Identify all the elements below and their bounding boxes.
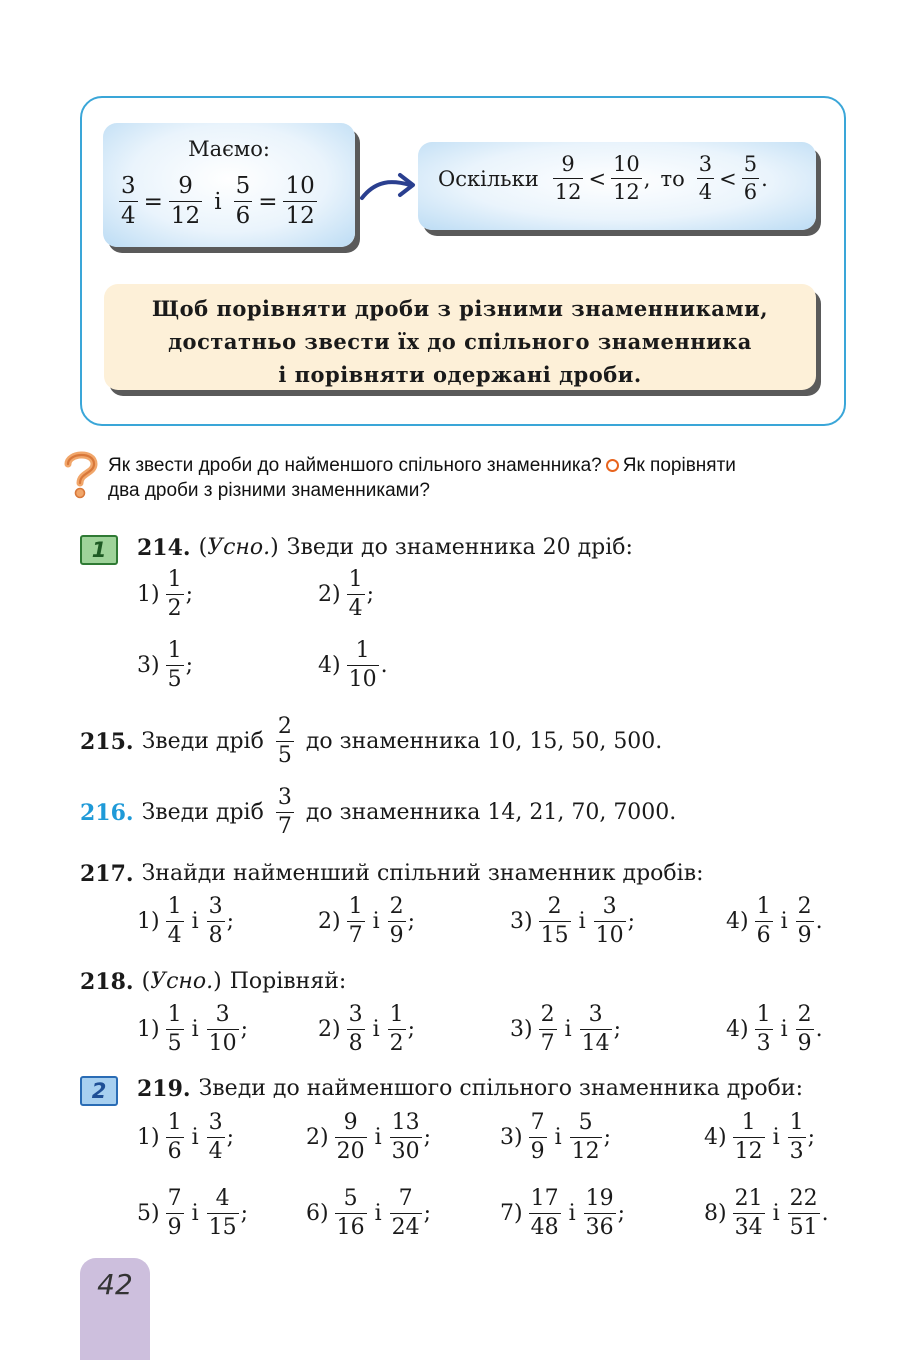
paren-close: ) <box>270 535 279 560</box>
fraction <box>166 1112 184 1163</box>
fraction <box>390 1112 422 1163</box>
denominator: 6 <box>167 1139 182 1164</box>
text-fragment: Зведи до найменшого спільного знаменника дроби: <box>198 1076 803 1101</box>
item-label: 7) <box>500 1200 523 1226</box>
item-label: 1) <box>137 581 160 607</box>
conjunction: і <box>191 908 199 934</box>
denominator: 5 <box>277 743 292 768</box>
numerator: 1 <box>167 638 182 663</box>
period: . <box>761 166 768 191</box>
text-fragment: 216. <box>80 799 134 826</box>
comma: , <box>643 166 651 191</box>
numerator: 7 <box>398 1186 413 1211</box>
fraction <box>580 1004 612 1055</box>
equals-sign: = <box>258 188 278 215</box>
question-mark-icon <box>60 448 100 500</box>
exercise-item <box>726 896 823 947</box>
fraction <box>276 716 294 767</box>
text-fragment: Зведи дріб <box>141 728 264 754</box>
item-label: 4) <box>726 908 749 934</box>
level-2-badge: 2 <box>80 1076 118 1106</box>
numerator: 1 <box>389 1002 404 1027</box>
numerator: 3 <box>121 173 136 199</box>
numerator: 4 <box>215 1186 230 1211</box>
text-fragment: 215. <box>80 728 134 755</box>
fraction <box>742 154 759 203</box>
question-2-end: два дроби з різними знаменниками? <box>108 480 430 501</box>
numerator: 1 <box>167 894 182 919</box>
numerator: 2 <box>389 894 404 919</box>
denominator: 2 <box>389 1031 404 1056</box>
conjunction: і <box>780 1016 788 1042</box>
text-fragment: . <box>815 908 823 934</box>
numerator: 3 <box>588 1002 603 1027</box>
conclusion-box <box>418 142 816 230</box>
text-fragment: ; <box>366 581 375 607</box>
exercise-item <box>137 1112 234 1163</box>
fraction <box>733 1188 765 1239</box>
denominator: 12 <box>571 1139 600 1164</box>
numerator: 5 <box>235 173 251 199</box>
less-sign: < <box>588 166 607 191</box>
exercise-item <box>704 1112 815 1163</box>
denominator: 5 <box>167 1031 182 1056</box>
fraction <box>169 175 202 228</box>
fraction <box>347 640 379 691</box>
item-label: 2) <box>318 908 341 934</box>
numerator: 3 <box>215 1002 230 1027</box>
numerator: 1 <box>355 638 370 663</box>
numerator: 1 <box>348 567 363 592</box>
conclusion-text <box>438 154 768 203</box>
fraction <box>276 787 294 838</box>
denominator: 16 <box>336 1215 365 1240</box>
fraction <box>166 640 184 691</box>
denominator: 3 <box>756 1031 771 1056</box>
text-fragment: ) <box>213 969 222 994</box>
denominator: 24 <box>391 1215 420 1240</box>
fraction <box>347 896 365 947</box>
item-label: 3) <box>500 1124 523 1150</box>
item-label: 2) <box>318 581 341 607</box>
denominator: 9 <box>389 923 404 948</box>
item-label: 2) <box>318 1016 341 1042</box>
conjunction: і <box>372 1016 380 1042</box>
numerator: 3 <box>698 152 713 176</box>
exercise-item <box>137 569 193 620</box>
conjunction: і <box>191 1016 199 1042</box>
numerator: 2 <box>547 894 562 919</box>
curved-arrow-icon <box>358 168 420 204</box>
numerator: 7 <box>530 1110 545 1135</box>
fraction <box>788 1188 820 1239</box>
numerator: 9 <box>561 152 575 176</box>
fraction <box>234 175 253 228</box>
numerator: 10 <box>613 152 640 176</box>
item-label: 4) <box>704 1124 727 1150</box>
item-label: 4) <box>726 1016 749 1042</box>
conjunction: і <box>780 908 788 934</box>
rule-line: достатньо звести їх до спільного знаменника <box>168 329 752 354</box>
conjunction: і <box>372 908 380 934</box>
fraction <box>755 1004 773 1055</box>
rule-line: і порівняти одержані дроби. <box>278 362 642 387</box>
numerator: 3 <box>602 894 617 919</box>
text-fragment: Порівняй: <box>229 969 347 994</box>
text-fragment: 217. <box>80 861 134 887</box>
denominator: 4 <box>167 923 182 948</box>
circle-bullet-icon <box>606 459 619 472</box>
page-number: 42 <box>97 1268 133 1301</box>
numerator: 1 <box>167 1110 182 1135</box>
numerator: 2 <box>540 1002 555 1027</box>
fraction <box>207 896 225 947</box>
conjunction: і <box>191 1200 199 1226</box>
exercise-item <box>137 1004 248 1055</box>
fraction <box>539 896 571 947</box>
fraction <box>347 569 365 620</box>
fraction <box>166 1004 184 1055</box>
denominator: 6 <box>756 923 771 948</box>
denominator: 30 <box>391 1139 420 1164</box>
level-1-badge: 1 <box>80 535 118 565</box>
conjunction: і <box>772 1124 780 1150</box>
fraction <box>529 1112 547 1163</box>
text-fragment: ; <box>185 652 194 678</box>
exercise-number: 214. <box>137 535 191 561</box>
paren-open: ( <box>198 535 208 560</box>
text-fragment: ; <box>807 1124 816 1150</box>
denominator: 12 <box>554 180 582 204</box>
review-questions <box>108 453 736 503</box>
fraction <box>553 154 584 203</box>
given-box <box>103 123 355 247</box>
fraction <box>207 1112 225 1163</box>
fraction <box>388 896 406 947</box>
conjunction: і <box>214 188 222 215</box>
exercise-item <box>510 1004 621 1055</box>
text-fragment: 218. <box>80 969 134 995</box>
text-fragment: ; <box>240 1200 249 1226</box>
exercise-item <box>500 1112 611 1163</box>
text-fragment: . <box>821 1200 829 1226</box>
less-sign: < <box>719 166 737 191</box>
oral-note: Усно. <box>207 535 271 560</box>
denominator: 8 <box>208 923 223 948</box>
text-fragment: Усно. <box>150 969 214 994</box>
item-label: 3) <box>510 1016 533 1042</box>
text-fragment: ; <box>603 1124 612 1150</box>
text-fragment: ; <box>407 908 416 934</box>
conjunction: і <box>578 908 586 934</box>
fraction <box>166 569 184 620</box>
denominator: 10 <box>595 923 624 948</box>
denominator: 4 <box>208 1139 223 1164</box>
text-fragment: ; <box>617 1200 626 1226</box>
fraction <box>788 1112 806 1163</box>
denominator: 9 <box>797 1031 812 1056</box>
fraction <box>697 154 714 203</box>
denominator: 10 <box>208 1031 237 1056</box>
denominator: 9 <box>530 1139 545 1164</box>
denominator: 12 <box>285 203 315 229</box>
text-fragment: ; <box>407 1016 416 1042</box>
numerator: 1 <box>167 1002 182 1027</box>
fraction <box>584 1188 616 1239</box>
denominator: 7 <box>540 1031 555 1056</box>
denominator: 48 <box>530 1215 559 1240</box>
conjunction: і <box>772 1200 780 1226</box>
given-equalities <box>117 175 319 228</box>
conjunction: і <box>564 1016 572 1042</box>
fraction <box>755 896 773 947</box>
denominator: 3 <box>789 1139 804 1164</box>
numerator: 2 <box>277 714 292 739</box>
exercise-item <box>500 1188 625 1239</box>
fraction <box>594 896 626 947</box>
exercise-item <box>318 569 374 620</box>
fraction <box>388 1004 406 1055</box>
text-fragment: 219. <box>137 1076 191 1102</box>
fraction <box>207 1188 239 1239</box>
exercise-text: Зведи до знаменника 20 дріб: <box>286 535 633 560</box>
text-fragment: ( <box>141 969 151 994</box>
fraction <box>796 896 814 947</box>
fraction <box>539 1004 557 1055</box>
numerator: 7 <box>167 1186 182 1211</box>
numerator: 17 <box>530 1186 559 1211</box>
text-fragment: Знайди найменший спільний знаменник дробів: <box>141 861 704 886</box>
numerator: 5 <box>578 1110 593 1135</box>
text-fragment: ; <box>226 1124 235 1150</box>
exercise-item <box>137 896 234 947</box>
numerator: 13 <box>391 1110 420 1135</box>
denominator: 4 <box>698 180 713 204</box>
fraction <box>335 1188 367 1239</box>
item-label: 3) <box>510 908 533 934</box>
exercise-item <box>704 1188 829 1239</box>
text-fragment: Зведи дріб <box>141 799 264 825</box>
fraction <box>390 1188 422 1239</box>
item-label: 2) <box>306 1124 329 1150</box>
exercise-item <box>318 1004 415 1055</box>
numerator: 5 <box>343 1186 358 1211</box>
exercise-item <box>726 1004 823 1055</box>
denominator: 15 <box>540 923 569 948</box>
exercise-219-heading <box>137 1078 803 1100</box>
text-fragment: ; <box>240 1016 249 1042</box>
denominator: 6 <box>235 203 251 229</box>
numerator: 9 <box>343 1110 358 1135</box>
numerator: 2 <box>797 1002 812 1027</box>
fraction <box>335 1112 367 1163</box>
given-title: Маємо: <box>188 137 270 161</box>
denominator: 7 <box>277 814 292 839</box>
numerator: 3 <box>208 1110 223 1135</box>
conjunction: і <box>374 1124 382 1150</box>
fraction <box>570 1112 602 1163</box>
exercise-item <box>318 640 388 691</box>
exercise-item <box>306 1112 431 1163</box>
denominator: 10 <box>348 667 377 692</box>
numerator: 1 <box>741 1110 756 1135</box>
numerator: 3 <box>348 1002 363 1027</box>
then-word: то <box>660 166 685 191</box>
fraction <box>796 1004 814 1055</box>
item-label: 1) <box>137 1124 160 1150</box>
denominator: 14 <box>581 1031 610 1056</box>
fraction <box>529 1188 561 1239</box>
fraction <box>347 1004 365 1055</box>
fraction <box>733 1112 765 1163</box>
equals-sign: = <box>143 188 163 215</box>
numerator: 1 <box>789 1110 804 1135</box>
exercise-218-heading <box>80 971 346 993</box>
exercise-item <box>137 1188 248 1239</box>
fraction <box>166 1188 184 1239</box>
conjunction: і <box>568 1200 576 1226</box>
exercise-214-heading <box>137 537 633 559</box>
numerator: 2 <box>797 894 812 919</box>
denominator: 9 <box>797 923 812 948</box>
denominator: 34 <box>734 1215 763 1240</box>
fraction <box>207 1004 239 1055</box>
denominator: 6 <box>743 180 758 204</box>
text-fragment: до знаменника 10, 15, 50, 500. <box>305 728 663 754</box>
denominator: 12 <box>170 203 201 229</box>
exercise-item <box>510 896 635 947</box>
conjunction: і <box>554 1124 562 1150</box>
text-fragment: ; <box>185 581 194 607</box>
denominator: 36 <box>585 1215 614 1240</box>
numerator: 3 <box>208 894 223 919</box>
denominator: 12 <box>734 1139 763 1164</box>
numerator: 10 <box>285 173 315 199</box>
conjunction: і <box>374 1200 382 1226</box>
conclusion-prefix: Оскільки <box>438 166 539 191</box>
question-1: Як звести дроби до найменшого спільного знаменника? <box>108 455 602 476</box>
text-fragment: ; <box>627 908 636 934</box>
rule-line: Щоб порівняти дроби з різними знаменниками, <box>151 296 769 321</box>
fraction <box>611 154 642 203</box>
numerator: 9 <box>178 173 193 199</box>
item-label: 6) <box>306 1200 329 1226</box>
item-label: 8) <box>704 1200 727 1226</box>
question-2-start: Як порівняти <box>622 455 736 476</box>
numerator: 22 <box>789 1186 818 1211</box>
text-fragment: . <box>815 1016 823 1042</box>
denominator: 7 <box>348 923 363 948</box>
numerator: 1 <box>756 1002 771 1027</box>
conjunction: і <box>191 1124 199 1150</box>
text-fragment: ; <box>423 1200 432 1226</box>
numerator: 3 <box>277 785 292 810</box>
rule-box <box>104 284 816 390</box>
denominator: 12 <box>613 180 640 204</box>
fraction <box>166 896 184 947</box>
item-label: 5) <box>137 1200 160 1226</box>
text-fragment: ; <box>423 1124 432 1150</box>
item-label: 4) <box>318 652 341 678</box>
exercise-item <box>137 640 193 691</box>
numerator: 21 <box>734 1186 763 1211</box>
item-label: 1) <box>137 1016 160 1042</box>
numerator: 19 <box>585 1186 614 1211</box>
denominator: 5 <box>167 667 182 692</box>
exercise-217-heading <box>80 863 704 885</box>
denominator: 15 <box>208 1215 237 1240</box>
denominator: 51 <box>789 1215 818 1240</box>
numerator: 1 <box>756 894 771 919</box>
exercise-215 <box>80 716 662 767</box>
denominator: 2 <box>167 596 182 621</box>
text-fragment: ; <box>613 1016 622 1042</box>
text-fragment: . <box>380 652 388 678</box>
numerator: 5 <box>743 152 758 176</box>
exercise-216 <box>80 787 676 838</box>
numerator: 1 <box>167 567 182 592</box>
denominator: 4 <box>121 203 136 229</box>
fraction <box>283 175 316 228</box>
exercise-item <box>306 1188 431 1239</box>
text-fragment: до знаменника 14, 21, 70, 7000. <box>305 799 677 825</box>
fraction <box>119 175 138 228</box>
denominator: 9 <box>167 1215 182 1240</box>
exercise-item <box>318 896 415 947</box>
item-label: 1) <box>137 908 160 934</box>
denominator: 4 <box>348 596 363 621</box>
denominator: 20 <box>336 1139 365 1164</box>
text-fragment: ; <box>226 908 235 934</box>
numerator: 1 <box>348 894 363 919</box>
denominator: 8 <box>348 1031 363 1056</box>
item-label: 3) <box>137 652 160 678</box>
